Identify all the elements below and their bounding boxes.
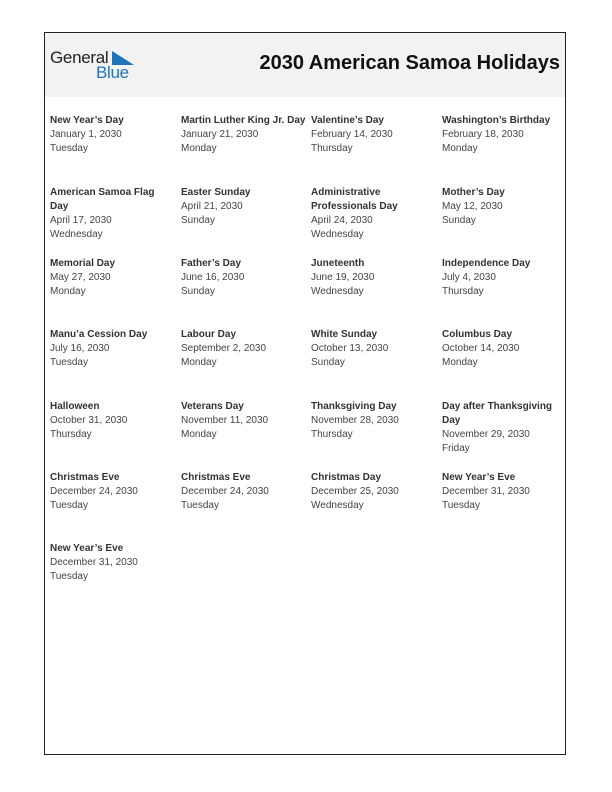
holiday-date: December 31, 2030 bbox=[50, 557, 138, 568]
holiday-day: Wednesday bbox=[50, 229, 103, 240]
holiday-date: November 29, 2030 bbox=[442, 429, 530, 440]
holiday-day: Monday bbox=[181, 357, 217, 368]
holiday-name: Veterans Day bbox=[181, 401, 244, 412]
holiday-day: Thursday bbox=[311, 143, 353, 154]
holiday-day: Thursday bbox=[311, 429, 353, 440]
holiday-name: Valentine’s Day bbox=[311, 115, 384, 126]
holiday-entry bbox=[181, 257, 306, 299]
holiday-date: May 12, 2030 bbox=[442, 201, 503, 212]
holiday-name: Columbus Day bbox=[442, 329, 513, 340]
holiday-name: Easter Sunday bbox=[181, 187, 251, 198]
holiday-entry bbox=[442, 114, 566, 156]
holiday-date: October 31, 2030 bbox=[50, 415, 128, 426]
holiday-name: Halloween bbox=[50, 401, 100, 412]
holiday-date: December 24, 2030 bbox=[50, 486, 138, 497]
holiday-entry bbox=[50, 114, 174, 156]
holiday-entry bbox=[50, 400, 174, 442]
holiday-name: Christmas Eve bbox=[181, 472, 251, 483]
holiday-date: September 2, 2030 bbox=[181, 343, 267, 354]
holiday-name: American Samoa Flag Day bbox=[50, 187, 155, 212]
holiday-entry bbox=[311, 186, 435, 242]
holiday-entry bbox=[50, 542, 174, 584]
holiday-date: June 19, 2030 bbox=[311, 272, 375, 283]
holiday-entry bbox=[311, 471, 435, 513]
holiday-day: Thursday bbox=[442, 286, 484, 297]
holiday-name: Memorial Day bbox=[50, 258, 116, 269]
holiday-day: Sunday bbox=[442, 215, 476, 226]
holiday-entry bbox=[442, 400, 566, 456]
holiday-date: December 31, 2030 bbox=[442, 486, 530, 497]
holiday-entry bbox=[181, 400, 306, 442]
header-band bbox=[45, 33, 565, 97]
holiday-day: Monday bbox=[442, 357, 478, 368]
holiday-entry bbox=[311, 328, 435, 370]
holiday-date: November 11, 2030 bbox=[181, 415, 269, 426]
holiday-name: Christmas Day bbox=[311, 472, 382, 483]
holiday-date: November 28, 2030 bbox=[311, 415, 399, 426]
holiday-day: Monday bbox=[50, 286, 86, 297]
holiday-date: January 21, 2030 bbox=[181, 129, 259, 140]
holiday-date: February 18, 2030 bbox=[442, 129, 524, 140]
holiday-entry bbox=[181, 114, 311, 156]
holiday-day: Thursday bbox=[50, 429, 92, 440]
holiday-name: Manu’a Cession Day bbox=[50, 329, 148, 340]
holiday-name: Juneteenth bbox=[311, 258, 365, 269]
holiday-name: Christmas Eve bbox=[50, 472, 120, 483]
holiday-entry bbox=[181, 186, 306, 228]
holiday-day: Tuesday bbox=[50, 357, 88, 368]
holiday-entry bbox=[181, 328, 306, 370]
holiday-day: Monday bbox=[442, 143, 478, 154]
holiday-date: January 1, 2030 bbox=[50, 129, 122, 140]
holiday-name: New Year’s Eve bbox=[442, 472, 516, 483]
holiday-entry bbox=[311, 114, 435, 156]
holiday-name: Independence Day bbox=[442, 258, 531, 269]
holiday-day: Monday bbox=[181, 429, 217, 440]
holiday-date: June 16, 2030 bbox=[181, 272, 245, 283]
holiday-name: Day after Thanksgiving Day bbox=[442, 401, 553, 426]
holiday-entry bbox=[50, 186, 174, 242]
holiday-entry bbox=[181, 471, 306, 513]
holiday-day: Tuesday bbox=[50, 571, 88, 582]
logo-text-blue: Blue bbox=[96, 63, 129, 82]
holiday-name: Administrative Professionals Day bbox=[311, 187, 398, 212]
holiday-entry bbox=[442, 186, 566, 228]
holiday-name: Martin Luther King Jr. Day bbox=[181, 115, 306, 126]
holiday-date: July 16, 2030 bbox=[50, 343, 110, 354]
holiday-entry bbox=[50, 471, 174, 513]
holiday-day: Tuesday bbox=[50, 143, 88, 154]
holiday-date: October 13, 2030 bbox=[311, 343, 389, 354]
holiday-date: April 24, 2030 bbox=[311, 215, 373, 226]
holiday-entry bbox=[311, 400, 435, 442]
page-title: 2030 American Samoa Holidays bbox=[259, 52, 560, 74]
holiday-name: Father’s Day bbox=[181, 258, 242, 269]
holiday-name: Mother’s Day bbox=[442, 187, 505, 198]
logo bbox=[50, 48, 140, 84]
holiday-day: Tuesday bbox=[50, 500, 88, 511]
holiday-date: May 27, 2030 bbox=[50, 272, 111, 283]
holiday-day: Tuesday bbox=[442, 500, 480, 511]
holiday-date: October 14, 2030 bbox=[442, 343, 520, 354]
holiday-date: December 24, 2030 bbox=[181, 486, 269, 497]
holiday-entry bbox=[442, 471, 566, 513]
holiday-name: White Sunday bbox=[311, 329, 378, 340]
holiday-day: Sunday bbox=[181, 286, 215, 297]
holiday-entry bbox=[311, 257, 435, 299]
holiday-date: July 4, 2030 bbox=[442, 272, 496, 283]
holiday-name: New Year’s Eve bbox=[50, 543, 124, 554]
holiday-day: Sunday bbox=[311, 357, 345, 368]
holiday-entry bbox=[50, 328, 174, 370]
logo-text-general: General bbox=[50, 48, 109, 67]
holiday-name: Labour Day bbox=[181, 329, 237, 340]
holiday-name: New Year’s Day bbox=[50, 115, 124, 126]
holiday-name: Washington’s Birthday bbox=[442, 115, 551, 126]
holiday-entry bbox=[442, 328, 566, 370]
holiday-day: Sunday bbox=[181, 215, 215, 226]
holiday-day: Wednesday bbox=[311, 229, 364, 240]
holiday-day: Wednesday bbox=[311, 286, 364, 297]
document-page bbox=[44, 32, 566, 755]
holiday-day: Tuesday bbox=[181, 500, 219, 511]
holiday-day: Monday bbox=[181, 143, 217, 154]
holiday-entry bbox=[442, 257, 566, 299]
holiday-day: Friday bbox=[442, 443, 470, 454]
holiday-name: Thanksgiving Day bbox=[311, 401, 397, 412]
holiday-date: February 14, 2030 bbox=[311, 129, 393, 140]
holiday-date: April 21, 2030 bbox=[181, 201, 243, 212]
holiday-date: April 17, 2030 bbox=[50, 215, 112, 226]
holiday-date: December 25, 2030 bbox=[311, 486, 399, 497]
holiday-entry bbox=[50, 257, 174, 299]
holiday-day: Wednesday bbox=[311, 500, 364, 511]
